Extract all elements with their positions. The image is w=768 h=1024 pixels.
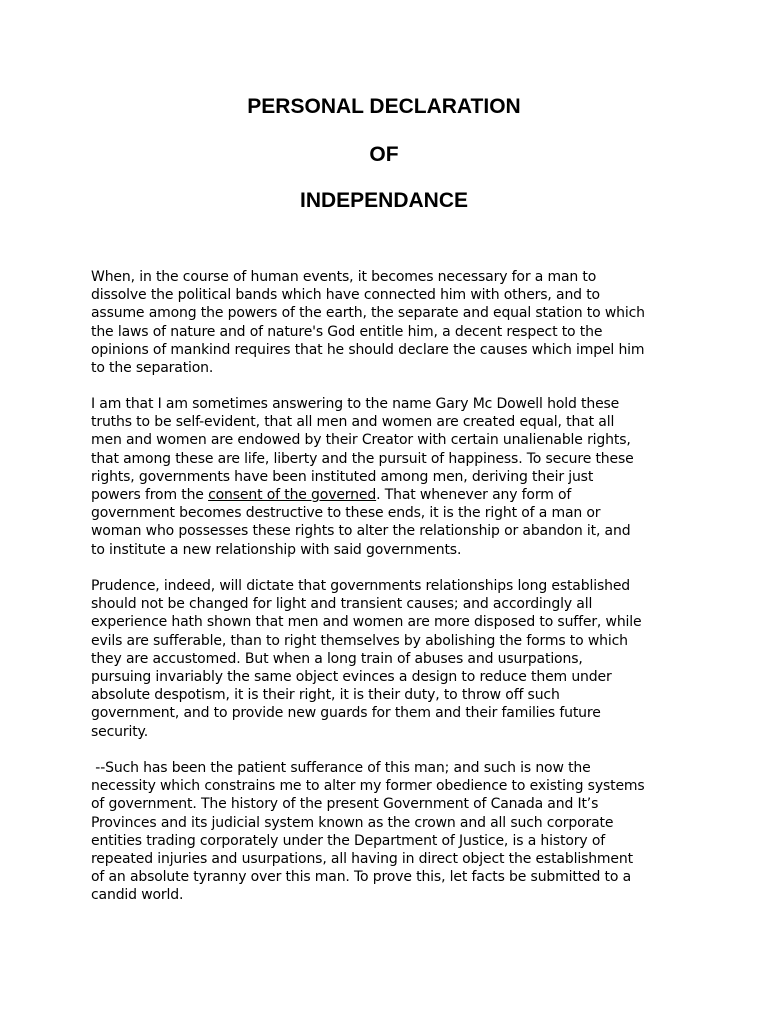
- paragraph-2: [91, 395, 691, 559]
- text-line: necessity which constrains me to alter my former obedience to existing systems: [91, 778, 645, 795]
- title-line-1: PERSONAL DECLARATION: [247, 95, 521, 118]
- text-line: of an absolute tyranny over this man. To prove this, let facts be submitted to a: [91, 869, 632, 886]
- text-line: truths to be self-evident, that all men and women are created equal, that all: [91, 414, 615, 431]
- text-line: absolute despotism, it is their right, it is their duty, to throw off such: [91, 687, 560, 704]
- text-line: I am that I am sometimes answering to the name Gary Mc Dowell hold these: [91, 396, 620, 412]
- text-line: When, in the course of human events, it becomes necessary for a man to: [91, 269, 597, 285]
- paragraph-4: [91, 759, 691, 905]
- text-line: opinions of mankind requires that he should declare the causes which impel him: [91, 341, 645, 358]
- consent-of-the-governed-link[interactable]: consent of the governed: [208, 487, 377, 504]
- text-line: security.: [91, 723, 149, 740]
- text-line: pursuing invariably the same object evinces a design to reduce them under: [91, 669, 612, 686]
- text-line: rights, governments have been instituted among men, deriving their just: [91, 468, 594, 485]
- text-line: they are accustomed. But when a long train of abuses and usurpations,: [91, 650, 583, 667]
- text-line: evils are sufferable, than to right themselves by abolishing the forms to which: [91, 632, 628, 649]
- text-line: men and women are endowed by their Creator with certain unalienable rights,: [91, 432, 631, 449]
- text-fragment: powers from the: [91, 487, 209, 504]
- text-line: should not be changed for light and transient causes; and accordingly all: [91, 596, 593, 613]
- text-line: Provinces and its judicial system known as the crown and all such corporate: [91, 814, 614, 831]
- text-line: that among these are life, liberty and the pursuit of happiness. To secure these: [91, 450, 634, 467]
- text-line: experience hath shown that men and women are more disposed to suffer, while: [91, 614, 642, 631]
- text-line: candid world.: [91, 887, 184, 904]
- text-line: the laws of nature and of nature's God entitle him, a decent respect to the: [91, 323, 603, 340]
- text-line: of government. The history of the present Government of Canada and It’s: [91, 796, 599, 813]
- text-line: government becomes destructive to these ends, it is the right of a man or: [91, 505, 601, 522]
- text-line: to the separation.: [91, 360, 214, 377]
- text-line: assume among the powers of the earth, the separate and equal station to which: [91, 305, 645, 322]
- text-line: entities trading corporately under the Department of Justice, is a history of: [91, 832, 606, 849]
- text-line: repeated injuries and usurpations, all having in direct object the establishment: [91, 851, 633, 868]
- text-line-with-link: [91, 486, 691, 504]
- text-line: Prudence, indeed, will dictate that governments relationships long established: [91, 578, 631, 594]
- paragraph-1: [91, 268, 691, 377]
- text-line: government, and to provide new guards for them and their families future: [91, 705, 601, 722]
- text-line: --Such has been the patient sufferance of this man; and such is now the: [91, 760, 591, 776]
- text-fragment: . That whenever any form of: [376, 487, 572, 504]
- title-line-3: INDEPENDANCE: [299, 189, 469, 212]
- text-line: dissolve the political bands which have connected him with others, and to: [91, 287, 600, 304]
- text-line: to institute a new relationship with said governments.: [91, 541, 462, 558]
- paragraph-3: [91, 577, 691, 741]
- text-line: woman who possesses these rights to alter the relationship or abandon it, and: [91, 523, 631, 540]
- title-line-2: OF: [369, 143, 399, 166]
